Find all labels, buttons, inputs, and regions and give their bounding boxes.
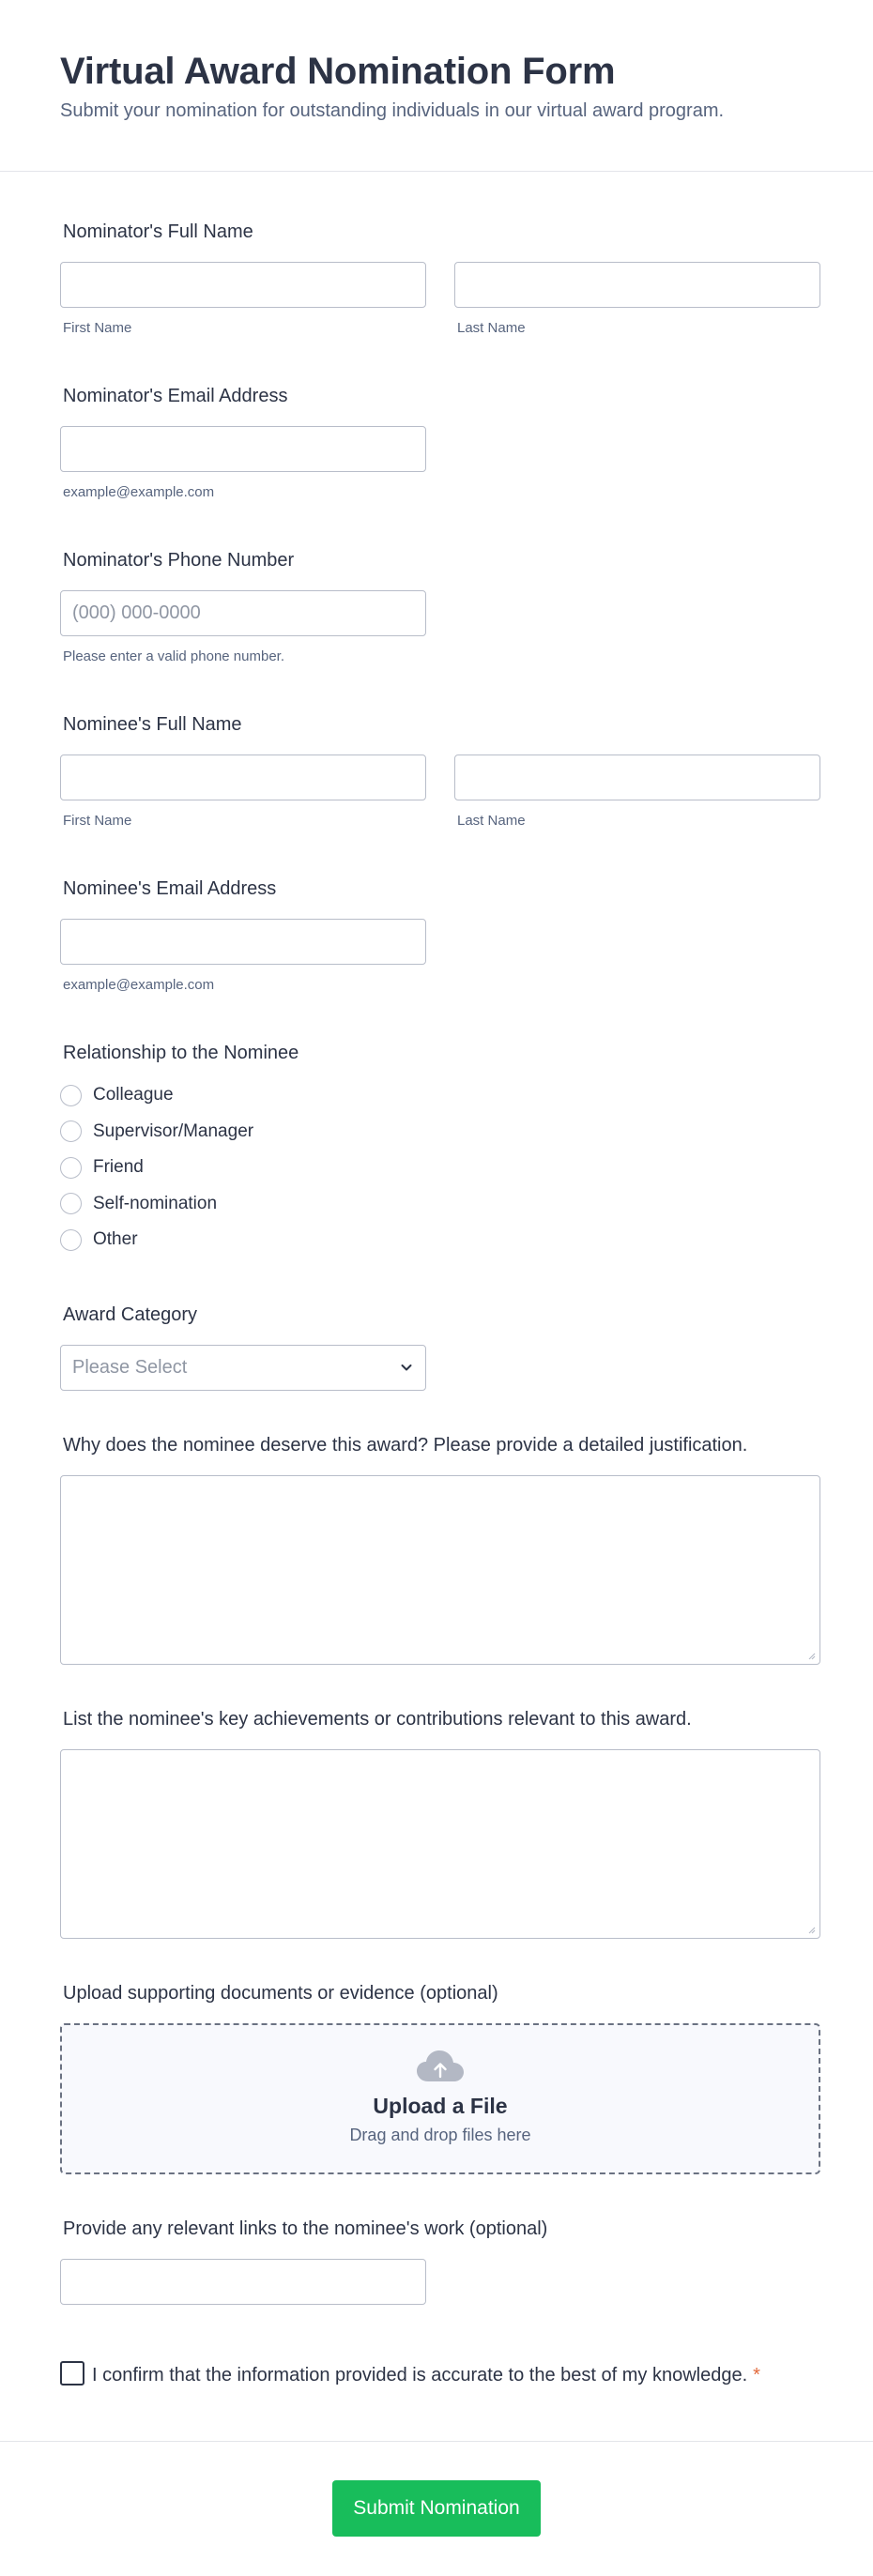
nominee-first-name-sublabel: First Name (63, 813, 132, 829)
award-category-label: Award Category (63, 1303, 198, 1325)
nominator-email-field (60, 383, 820, 501)
nominator-phone-sublabel: Please enter a valid phone number. (63, 648, 284, 664)
achievements-label: List the nominee's key achievements or contributions relevant to this award. (63, 1708, 692, 1730)
links-input[interactable] (60, 2259, 426, 2305)
radio-circle[interactable] (60, 1157, 82, 1179)
justification-textarea[interactable] (60, 1475, 820, 1665)
nominee-last-name-input[interactable] (454, 755, 820, 800)
award-category-field (60, 1302, 820, 1391)
submit-nomination-button[interactable]: Submit Nomination (332, 2480, 541, 2537)
award-category-select[interactable] (60, 1345, 426, 1391)
relationship-label: Relationship to the Nominee (63, 1043, 299, 1063)
radio-colleague[interactable] (60, 1077, 820, 1114)
form-body (0, 219, 873, 2388)
confirm-field (60, 2361, 820, 2388)
radio-self-nomination[interactable] (60, 1186, 820, 1223)
nominator-first-name-input[interactable] (60, 262, 426, 308)
form-header (0, 0, 873, 172)
upload-field (60, 1980, 820, 2174)
page-title: Virtual Award Nomination Form (60, 51, 616, 92)
phone-placeholder: (000) 000-0000 (72, 602, 201, 623)
radio-supervisor-manager[interactable] (60, 1114, 820, 1151)
nominator-name-label: Nominator's Full Name (63, 221, 253, 242)
radio-circle[interactable] (60, 1193, 82, 1214)
upload-label: Upload supporting documents or evidence (optional) (63, 1982, 498, 2004)
chevron-down-icon (399, 1360, 414, 1375)
relationship-options (60, 1077, 820, 1258)
required-mark: * (753, 2364, 760, 2385)
radio-circle[interactable] (60, 1085, 82, 1106)
confirm-text[interactable]: I confirm that the information provided is accurate to the best of my knowledge. (92, 2364, 748, 2385)
achievements-textarea[interactable] (60, 1749, 820, 1939)
nominee-name-label: Nominee's Full Name (63, 714, 242, 735)
links-label: Provide any relevant links to the nominee's work (optional) (63, 2218, 548, 2239)
nominee-email-label: Nominee's Email Address (63, 878, 277, 899)
radio-circle[interactable] (60, 1229, 82, 1251)
cloud-upload-icon (416, 2049, 465, 2084)
radio-label[interactable]: Other (93, 1229, 138, 1250)
radio-label[interactable]: Self-nomination (93, 1193, 218, 1213)
radio-label[interactable]: Friend (93, 1157, 144, 1178)
nominee-email-field (60, 876, 820, 994)
file-upload-dropzone[interactable] (60, 2023, 820, 2174)
justification-field (60, 1432, 820, 1665)
page-subtitle: Submit your nomination for outstanding individuals in our virtual award program. (60, 100, 725, 121)
nominee-name-field (60, 711, 820, 830)
nominee-email-sublabel: example@example.com (63, 977, 215, 993)
radio-friend[interactable] (60, 1150, 820, 1186)
upload-subtitle: Drag and drop files here (349, 2126, 531, 2144)
nominee-email-input[interactable] (60, 919, 426, 965)
nominator-phone-input[interactable] (60, 590, 426, 636)
radio-label[interactable]: Colleague (93, 1085, 174, 1105)
radio-label[interactable]: Supervisor/Manager (93, 1120, 254, 1141)
upload-title: Upload a File (373, 2094, 508, 2118)
relationship-field (60, 1040, 820, 1258)
nominator-email-sublabel: example@example.com (63, 484, 215, 500)
nominator-name-field (60, 219, 820, 337)
form-footer (0, 2441, 873, 2576)
radio-circle[interactable] (60, 1120, 82, 1142)
resize-grip-icon[interactable] (806, 1651, 816, 1660)
links-field (60, 2216, 820, 2305)
nominator-email-input[interactable] (60, 426, 426, 472)
nominator-first-name-sublabel: First Name (63, 320, 132, 336)
radio-other[interactable] (60, 1222, 820, 1258)
resize-grip-icon[interactable] (806, 1925, 816, 1934)
confirm-checkbox[interactable] (60, 2361, 84, 2385)
nominee-last-name-sublabel: Last Name (457, 813, 526, 829)
achievements-field (60, 1706, 820, 1939)
nominator-email-label: Nominator's Email Address (63, 386, 288, 406)
select-placeholder: Please Select (72, 1356, 188, 1378)
nominator-last-name-sublabel: Last Name (457, 320, 526, 336)
nominee-first-name-input[interactable] (60, 755, 426, 800)
nominator-phone-field (60, 547, 820, 665)
nominator-last-name-input[interactable] (454, 262, 820, 308)
nominator-phone-label: Nominator's Phone Number (63, 550, 295, 571)
justification-label: Why does the nominee deserve this award? Please provide a detailed justification. (63, 1434, 748, 1456)
